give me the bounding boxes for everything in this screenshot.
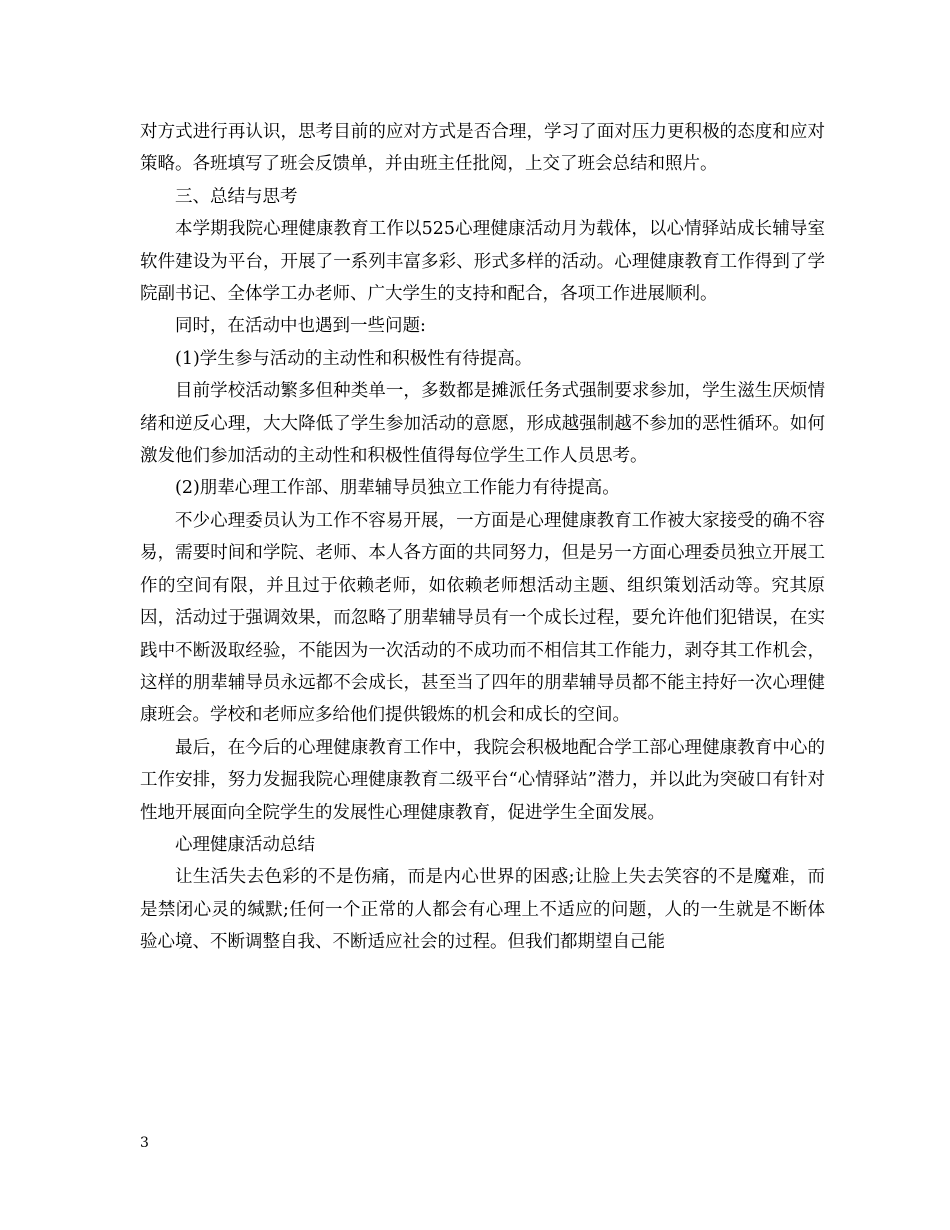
section-heading-activity-summary: 心理健康活动总结 — [175, 834, 315, 855]
problem-heading-1: (1)学生参与活动的主动性和积极性有待提高。 — [175, 348, 533, 369]
document-body — [140, 116, 825, 959]
paragraph-problem-2: 不少心理委员认为工作不容易开展，一方面是心理健康教育工作被大家接受的确不容易，需要时间和学院、老师、本人各方面的共同努力，但是另一方面心理委员独立开展工作的空间有限，并且过于依赖老师，如依赖老师想活动主题、组织策划活动等。究其原因，活动过于强调效果，而忽略了朋辈辅导员有一个成长过程，要允许他们犯错误，在实践中不断汲取经验，不能因为一次活动的不成功而不相信其工作能力，剥夺其工作机会，这样的朋辈辅导员永远都不会成长，甚至当了四年的朋辈辅导员都不能主持好一次心理健康班会。学校和老师应多给他们提供锻炼的机会和成长的空间。 — [140, 510, 825, 726]
problem-heading-2: (2)朋辈心理工作部、朋辈辅导员独立工作能力有待提高。 — [175, 478, 620, 499]
paragraph-semester-overview: 本学期我院心理健康教育工作以525心理健康活动月为载体，以心情驿站成长辅导室软件建设为平台，开展了一系列丰富多彩、形式多样的活动。心理健康教育工作得到了学院副书记、全体学工办老师、广大学生的支持和配合，各项工作进展顺利。 — [140, 219, 825, 305]
paragraph-conclusion: 最后，在今后的心理健康教育工作中，我院会积极地配合学工部心理健康教育中心的工作安排，努力发掘我院心理健康教育二级平台“心情驿站”潜力，并以此为突破口有针对性地开展面向全院学生的发展性心理健康教育，促进学生全面发展。 — [140, 737, 825, 823]
paragraph-continuation: 对方式进行再认识，思考目前的应对方式是否合理，学习了面对压力更积极的态度和应对策略。各班填写了班会反馈单，并由班主任批阅，上交了班会总结和照片。 — [140, 122, 825, 175]
paragraph-problem-1: 目前学校活动繁多但种类单一，多数都是摊派任务式强制要求参加，学生滋生厌烦情绪和逆反心理，大大降低了学生参加活动的意愿，形成越强制越不参加的恶性循环。如何激发他们参加活动的主动性和积极性值得每位学生工作人员思考。 — [140, 381, 825, 467]
section-heading-summary: 三、总结与思考 — [175, 186, 298, 207]
paragraph-activity-intro: 让生活失去色彩的不是伤痛，而是内心世界的困惑;让脸上失去笑容的不是魔难，而是禁闭心灵的缄默;任何一个正常的人都会有心理上不适应的问题，人的一生就是不断体验心境、不断调整自我、不断适应社会的过程。但我们都期望自己能 — [140, 867, 825, 953]
page-number: 3 — [140, 1135, 149, 1151]
paragraph-problems-intro: 同时，在活动中也遇到一些问题: — [175, 316, 426, 337]
